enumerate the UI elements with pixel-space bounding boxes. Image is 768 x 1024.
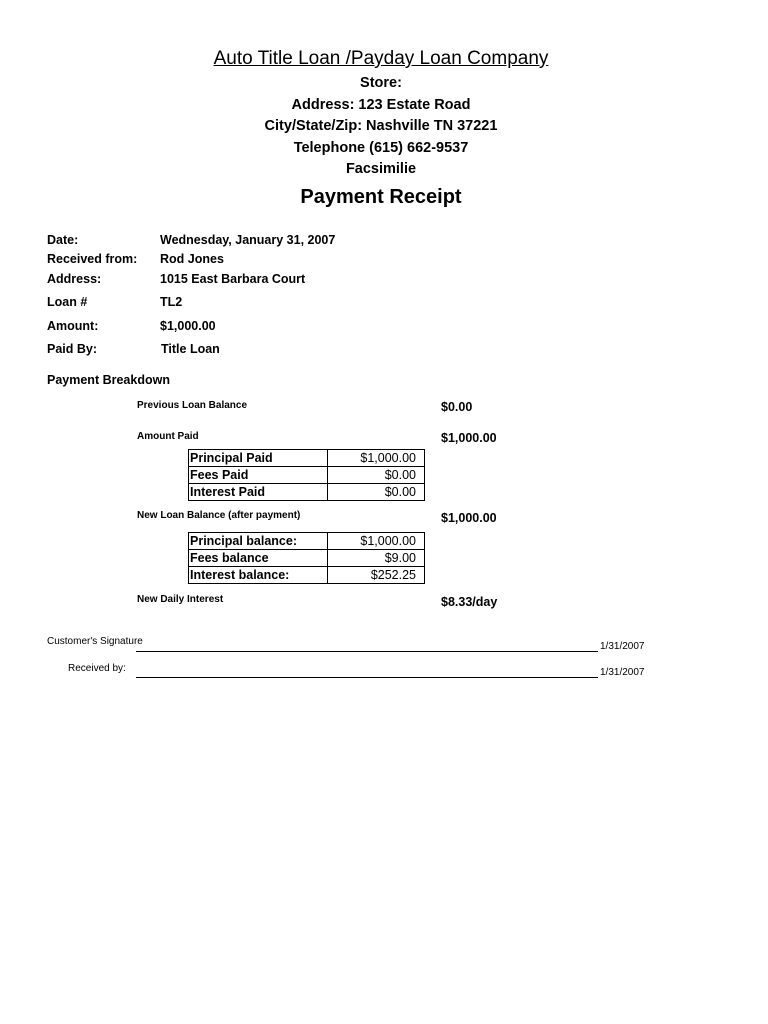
principal-paid-label: Principal Paid xyxy=(189,450,328,467)
fax-line: Facsimilie xyxy=(345,161,417,177)
principal-balance-label: Principal balance: xyxy=(189,533,328,550)
amount-paid-value: $1,000.00 xyxy=(441,431,497,445)
loan-number-value: TL2 xyxy=(160,295,183,309)
principal-paid-value: $1,000.00 xyxy=(328,450,425,467)
store-line: Store: xyxy=(360,75,402,91)
previous-balance-value: $0.00 xyxy=(441,400,473,414)
loan-number-label: Loan # xyxy=(47,295,88,309)
amount-value: $1,000.00 xyxy=(160,319,216,333)
fees-balance-value: $9.00 xyxy=(328,550,425,567)
received-by-label: Received by: xyxy=(68,663,126,674)
amount-paid-table xyxy=(188,449,425,501)
daily-interest-value: $8.33/day xyxy=(441,595,498,609)
address-label: Address: xyxy=(47,272,102,286)
table-row xyxy=(189,484,425,501)
table-row xyxy=(189,567,425,584)
fees-paid-value: $0.00 xyxy=(328,467,425,484)
amount-label: Amount: xyxy=(47,319,99,333)
date-value: Wednesday, January 31, 2007 xyxy=(160,233,336,247)
address-line: Address: 123 Estate Road xyxy=(291,97,471,113)
interest-balance-value: $252.25 xyxy=(328,567,425,584)
daily-interest-label: New Daily Interest xyxy=(137,594,224,605)
previous-balance-label: Previous Loan Balance xyxy=(137,400,248,411)
received-by-line[interactable] xyxy=(136,677,598,678)
table-row xyxy=(189,533,425,550)
interest-balance-label: Interest balance: xyxy=(189,567,328,584)
interest-paid-label: Interest Paid xyxy=(189,484,328,501)
customer-signature-date: 1/31/2007 xyxy=(600,641,645,652)
customer-signature-label: Customer's Signature xyxy=(47,636,143,647)
received-by-date: 1/31/2007 xyxy=(600,667,645,678)
table-row xyxy=(189,550,425,567)
company-title: Auto Title Loan /Payday Loan Company xyxy=(213,48,549,69)
fees-paid-label: Fees Paid xyxy=(189,467,328,484)
paid-by-value: Title Loan xyxy=(161,342,220,356)
telephone-line: Telephone (615) 662-9537 xyxy=(293,140,469,156)
city-line: City/State/Zip: Nashville TN 37221 xyxy=(264,118,498,134)
address-value: 1015 East Barbara Court xyxy=(160,272,306,286)
date-label: Date: xyxy=(47,233,79,247)
receipt-title: Payment Receipt xyxy=(300,186,462,208)
received-from-label: Received from: xyxy=(47,252,138,266)
interest-paid-value: $0.00 xyxy=(328,484,425,501)
table-row xyxy=(189,467,425,484)
balance-table xyxy=(188,532,425,584)
amount-paid-label: Amount Paid xyxy=(137,431,199,442)
paid-by-label: Paid By: xyxy=(47,342,98,356)
principal-balance-value: $1,000.00 xyxy=(328,533,425,550)
new-balance-value: $1,000.00 xyxy=(441,511,497,525)
new-balance-label: New Loan Balance (after payment) xyxy=(137,510,301,521)
breakdown-heading: Payment Breakdown xyxy=(47,373,170,387)
customer-signature-line[interactable] xyxy=(136,651,598,652)
received-from-value: Rod Jones xyxy=(160,252,224,266)
fees-balance-label: Fees balance xyxy=(189,550,328,567)
table-row xyxy=(189,450,425,467)
